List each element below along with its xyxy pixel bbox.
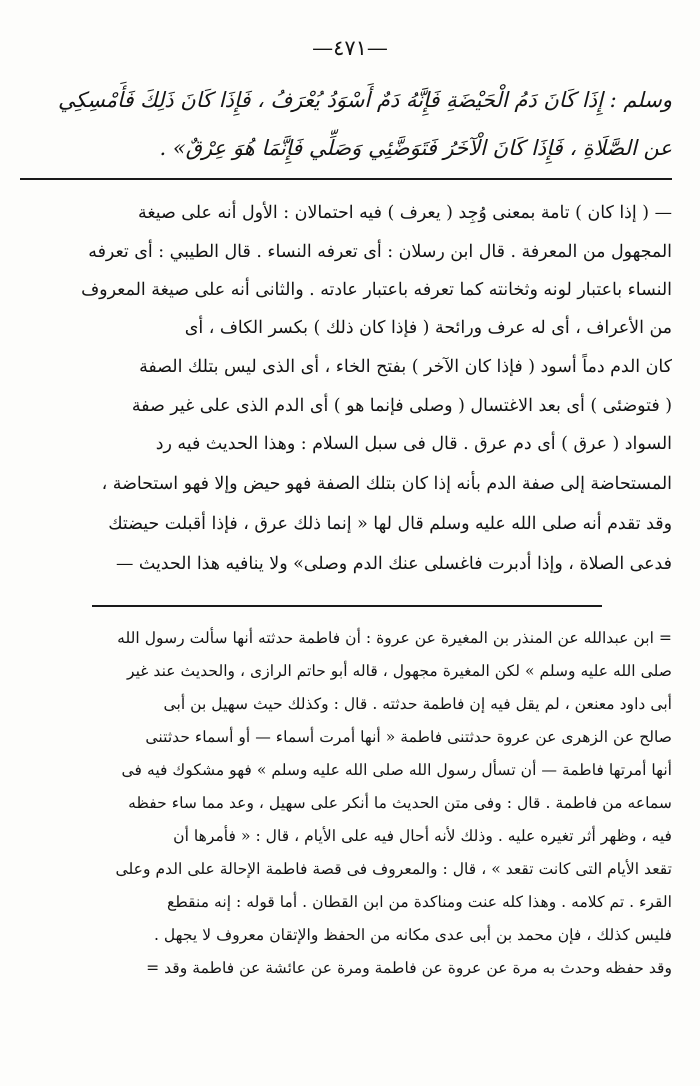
commentary-line: المستحاضة إلى صفة الدم بأنه إذا كان بتلك الصفة فهو حيض وإلا فهو استحاضة ، [101,474,672,494]
commentary-line: النساء باعتبار لونه وثخانته كما تعرفه باعتبار عادته . والثانى أنه على صيغة المعروف [81,280,672,300]
commentary-line: ( فتوضئى ) أى بعد الاغتسال ( وصلى فإنما هو ) أى الدم الذى على غير صفة [131,396,672,416]
footnote-line: صلى الله عليه وسلم » لكن المغيرة مجهول ، قاله أبو حاتم الرازى ، والحديث عند غير [126,662,672,680]
section-divider [20,178,672,180]
footnote-line: فيه ، وظهر أثر تغيره عليه . وذلك لأنه أحال فيه على الأيام ، قال : « فأمرها أن [173,827,672,845]
commentary-line: فدعى الصلاة ، وإذا أدبرت فاغسلى عنك الدم وصلى» ولا ينافيه هذا الحديث — [115,554,672,574]
footnote-line: فليس كذلك ، فإن محمد بن أبى عدى مكانه من الحفظ والإتقان معروف لا يجهل . [153,926,672,944]
commentary-line: كان الدم دماً أسود ( فإذا كان الآخر ) بفتح الخاء ، أى الذى ليس بتلك الصفة [139,357,672,377]
commentary-line: المجهول من المعرفة . قال ابن رسلان : أى تعرفه النساء . قال الطيبي : أى تعرفه [88,242,672,262]
commentary-line: — ( إذا كان ) تامة بمعنى وُجِد ( يعرف ) فيه احتمالان : الأول أنه على صيغة [138,203,672,223]
footnote-line: صالح عن الزهرى عن عروة حدثتنى فاطمة « أنها أمرت أسماء — أو أسماء حدثتنى [145,728,672,746]
commentary-line: وقد تقدم أنه صلى الله عليه وسلم قال لها « إنما ذلك عرق ، فإذا أقبلت حيضتك [108,514,672,534]
footnote-divider [92,605,602,607]
footnote-line: = ابن عبدالله عن المنذر بن المغيرة عن عروة : أن فاطمة حدثته أنها سألت رسول الله [117,629,672,647]
footnote-line: القرء . تم كلامه . وهذا كله عنت ومناكدة من ابن القطان . أما قوله : إنه منقطع [167,893,672,911]
hadith-line: وسلم : إِذَا كَانَ دَمُ الْحَيْضَةِ فَإِنَّهُ دَمٌ أَسْوَدُ يُعْرَفُ ، فَإِذَا كَانَ ذَلِكَ فَأَمْسِكِي [57,88,672,112]
commentary-line: السواد ( عرق ) أى دم عرق . قال فى سبل السلام : وهذا الحديث فيه رد [155,434,672,454]
page-number: —٤٧١— [312,36,388,60]
footnote-line: أنها أمرتها فاطمة — أن تسأل رسول الله صلى الله عليه وسلم » فهو مشكوك فيه فى [121,761,672,779]
commentary-line: من الأعراف ، أى له عرف ورائحة ( فإذا كان ذلك ) بكسر الكاف ، أى [184,318,672,338]
footnote-line: وقد حفظه وحدث به مرة عن عروة عن فاطمة ومرة عن عائشة عن فاطمة وقد = [146,959,672,977]
footnote-line: تقعد الأيام التى كانت تقعد » ، قال : والمعروف فى قصة فاطمة الإحالة على الدم وعلى [115,860,672,878]
footnote-line: أبى داود معنعن ، لم يقل فيه إن فاطمة حدثته . قال : وكذلك حيث سهيل بن أبى [163,695,672,713]
hadith-line: عن الصَّلَاةِ ، فَإِذَا كَانَ الْآخَرُ فَتَوَضَّئِي وَصَلِّي فَإِنَّمَا هُوَ عِرْقٌ» . [159,136,672,160]
footnote-line: سماعه من فاطمة . قال : وفى متن الحديث ما أنكر على سهيل ، وعد مما ساء حفظه [128,794,672,812]
